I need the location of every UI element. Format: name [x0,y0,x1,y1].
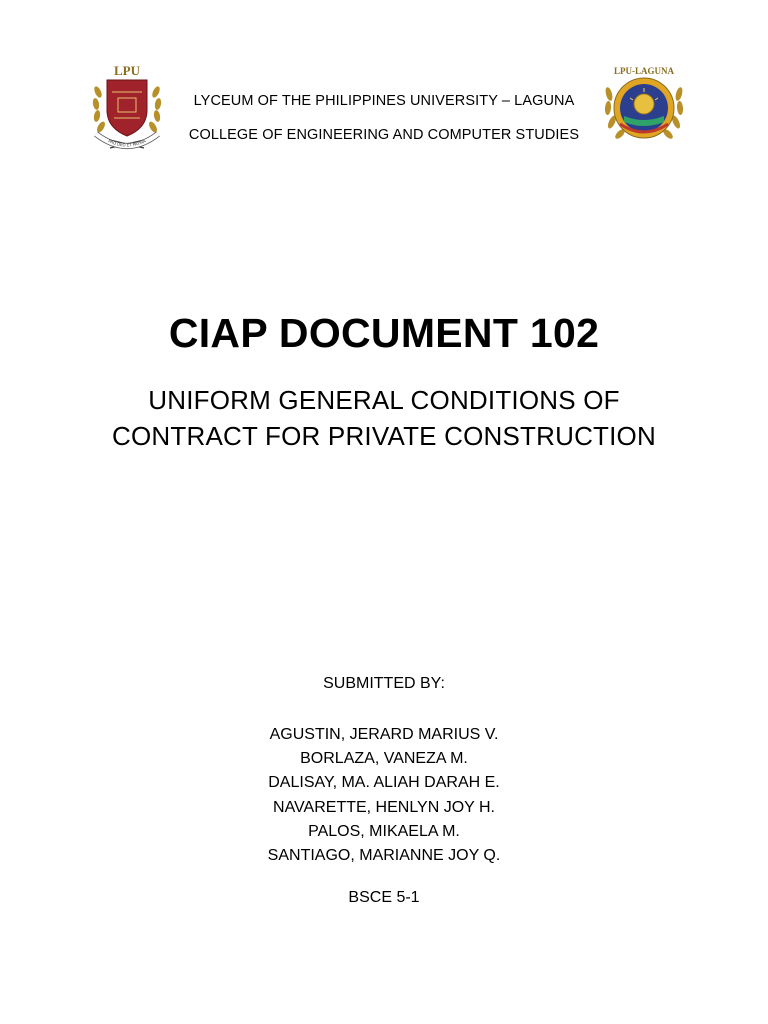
member-name: BORLAZA, VANEZA M. [300,750,468,768]
member-name: SANTIAGO, MARIANNE JOY Q. [267,847,501,865]
document-subtitle-line-1: UNIFORM GENERAL CONDITIONS OF [148,385,620,415]
lpu-laguna-seal-text: LPU-LAGUNA [614,66,674,76]
member-name: NAVARETTE, HENLYN JOY H. [273,798,495,816]
document-title: CIAP DOCUMENT 102 [168,310,600,356]
lpu-logo-motto: PRO DEO ET PATRIA [107,138,147,148]
lpu-logo-text: LPU [114,63,140,78]
submitted-by-label: SUBMITTED BY: [323,675,445,692]
class-section: BSCE 5-1 [348,889,420,906]
college-name: COLLEGE OF ENGINEERING AND COMPUTER STUDIES [188,127,580,143]
university-name: LYCEUM OF THE PHILIPPINES UNIVERSITY – LAGUNA [193,93,575,109]
member-list [0,723,768,868]
member-name: DALISAY, MA. ALIAH DARAH E. [268,774,500,792]
member-name: AGUSTIN, JERARD MARIUS V. [269,726,499,743]
member-name: PALOS, MIKAELA M. [308,822,460,840]
document-subtitle-line-2: CONTRACT FOR PRIVATE CONSTRUCTION [112,421,656,451]
